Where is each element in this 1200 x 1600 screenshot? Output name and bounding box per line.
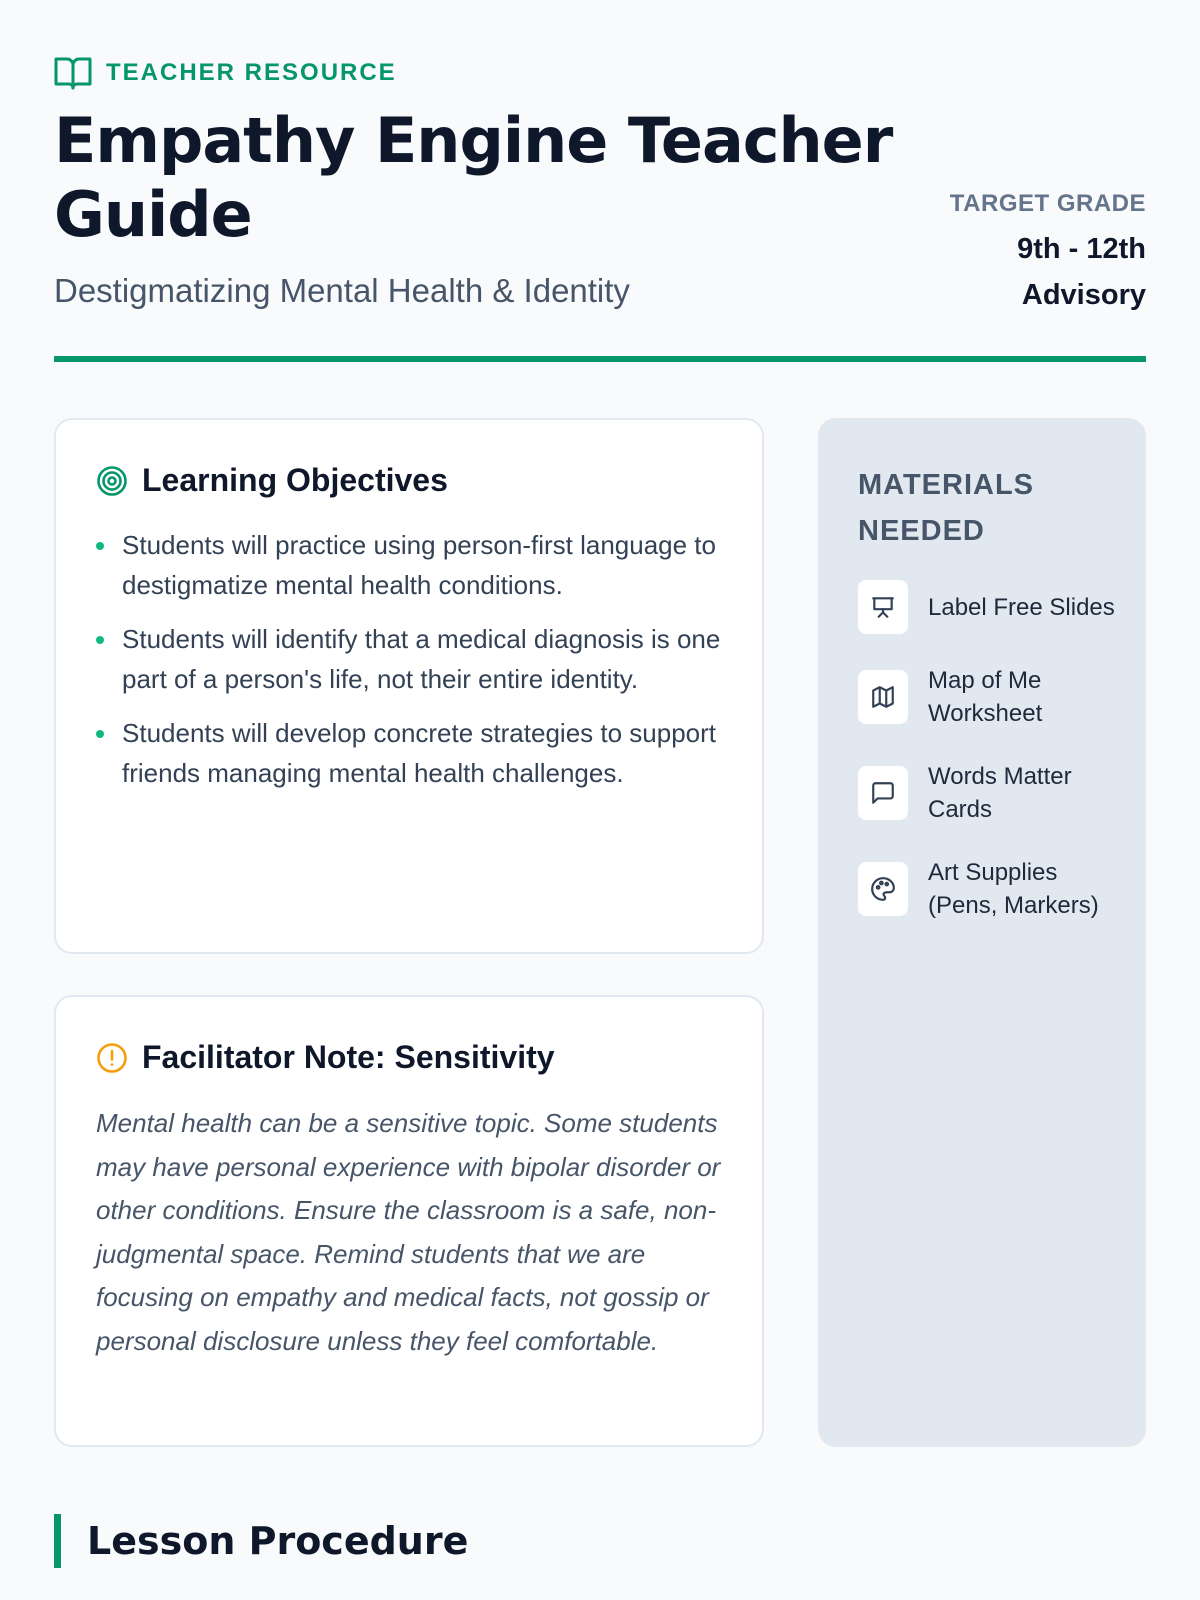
objective-item: Students will develop concrete strategies to support friends managing mental health challenges. [96,713,722,793]
page-subtitle: Destigmatizing Mental Health & Identity [54,272,630,309]
map-icon [858,670,908,724]
target-grade-label: TARGET GRADE [949,190,1146,217]
facilitator-note-card [54,995,764,1447]
palette-icon [858,862,908,916]
header-divider [54,356,1146,362]
target-grade-value: 9th - 12th Advisory [1017,233,1146,311]
learning-objectives-header [96,462,722,499]
section-accent-bar [54,1514,61,1568]
objective-item: Students will practice using person-first language to destigmatize mental health conditions. [96,525,722,605]
message-square-icon [858,766,908,820]
alert-circle-icon [96,1042,128,1074]
materials-title: MATERIALS NEEDED [858,469,1035,547]
lesson-procedure-heading [54,1514,468,1568]
material-item [858,856,1116,922]
objective-item: Students will identify that a medical diagnosis is one part of a person's life, not their entire identity. [96,619,722,699]
materials-panel [818,418,1146,1447]
facilitator-note-body: Mental health can be a sensitive topic. Some students may have personal experience with bipolar disorder or other conditions. Ensure the classroom is a safe, non-judgmental space. Remind students that we are focusing on empathy and medical facts, not gossip or personal disclosure unless they feel comfortable. [96,1108,721,1356]
facilitator-note-header [96,1039,722,1076]
material-label: Art Supplies (Pens, Markers) [928,859,1099,919]
facilitator-note-title: Facilitator Note: Sensitivity [142,1039,555,1075]
material-item [858,664,1116,730]
target-icon [96,465,128,497]
material-label: Words Matter Cards [928,763,1072,823]
learning-objectives-title: Learning Objectives [142,462,448,498]
material-item [858,580,1116,634]
presentation-icon [858,580,908,634]
material-label: Map of Me Worksheet [928,667,1043,727]
learning-objectives-card [54,418,764,954]
material-label: Label Free Slides [928,593,1115,621]
page-title: Empathy Engine Teacher Guide [54,104,893,251]
material-item [858,760,1116,826]
eyebrow-label: TEACHER RESOURCE [106,59,397,86]
lesson-procedure-title: Lesson Procedure [87,1519,469,1563]
eyebrow [54,56,397,90]
book-open-icon [54,56,92,90]
objectives-list [96,525,722,793]
target-grade [950,190,1146,318]
